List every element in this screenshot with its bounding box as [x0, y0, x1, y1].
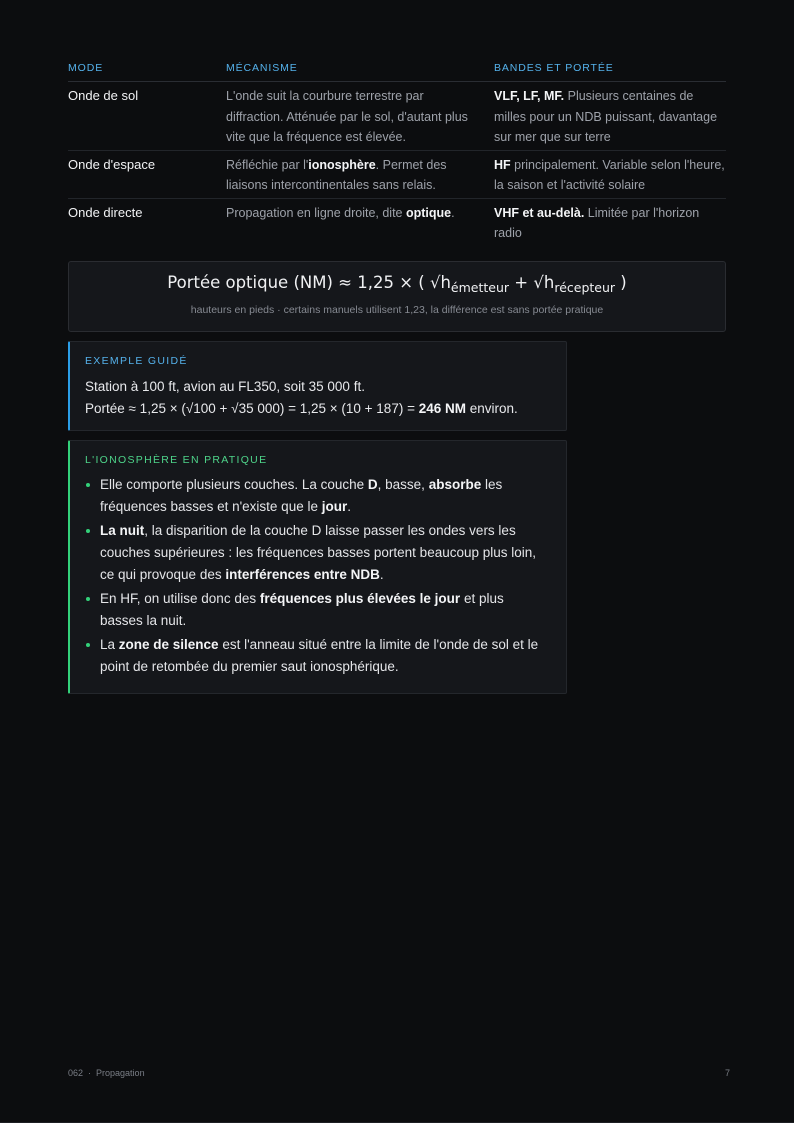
- propagation-modes-table: [68, 62, 726, 246]
- header-bands: BANDES ET PORTÉE: [494, 62, 726, 82]
- item-text: .: [379, 567, 384, 582]
- example-text: Portée ≈ 1,25 × (√100 + √35 000) = 1,25 × (10 + 187) =: [85, 400, 419, 416]
- bands-text: Plusieurs centaines de milles pour un NDB puissant, davantage sur mer que sur terre: [494, 89, 718, 144]
- bullet-icon: [86, 597, 90, 601]
- callout-label: EXEMPLE GUIDÉ: [85, 355, 188, 367]
- example-text: environ.: [465, 400, 518, 416]
- item-text: En HF, on utilise donc des: [100, 591, 260, 606]
- mechanism-text: .: [451, 205, 455, 220]
- footer-code: 062: [68, 1068, 84, 1078]
- table-row: [68, 150, 726, 198]
- header-mode: MODE: [68, 62, 226, 82]
- guided-example-callout: [68, 341, 567, 431]
- mechanism-text: Réfléchie par l': [226, 157, 309, 172]
- formula-text: ): [615, 273, 627, 292]
- bands-text: Limitée par l'horizon radio: [494, 205, 700, 240]
- example-result: 246 NM: [418, 400, 466, 416]
- list-item: [100, 588, 548, 632]
- bands-cell: [494, 198, 726, 246]
- item-highlight: fréquences plus élevées le jour: [259, 591, 461, 606]
- mode-cell: Onde d'espace: [68, 150, 226, 198]
- formula-note: hauteurs en pieds · certains manuels utilisent 1,23, la différence est sans portée pratique: [190, 304, 604, 316]
- example-line: [85, 398, 566, 420]
- item-text: La: [100, 637, 119, 652]
- mechanism-highlight: optique: [406, 205, 452, 220]
- item-highlight: La nuit: [100, 523, 145, 538]
- item-highlight: jour: [321, 499, 348, 514]
- footer-section: [68, 1068, 145, 1078]
- mode-cell: Onde de sol: [68, 82, 226, 151]
- bands-highlight: HF: [494, 157, 511, 172]
- bands-cell: [494, 150, 726, 198]
- mechanism-text: . Permet des liaisons intercontinentales sans relais.: [226, 157, 447, 192]
- formula-box: [68, 261, 726, 332]
- item-text: et plus basses la nuit.: [100, 591, 504, 628]
- formula-text: + √h: [509, 273, 555, 292]
- formula-text: Portée optique (NM) ≈ 1,25 × ( √h: [167, 273, 451, 292]
- item-text: , basse,: [377, 477, 429, 492]
- bands-text: principalement. Variable selon l'heure, la saison et l'activité solaire: [494, 157, 725, 192]
- item-highlight: zone de silence: [118, 637, 219, 652]
- callout-label: L'IONOSPHÈRE EN PRATIQUE: [85, 454, 268, 466]
- mode-cell: Onde directe: [68, 204, 143, 220]
- bands-highlight: VHF et au-delà.: [494, 205, 585, 220]
- formula-subscript-transmitter: émetteur: [450, 280, 510, 295]
- header-mechanism: MÉCANISME: [226, 62, 494, 82]
- mechanism-cell: [226, 198, 494, 246]
- table-header-row: [68, 62, 726, 82]
- ionosphere-callout: [68, 440, 567, 694]
- mechanism-cell: L'onde suit la courbure terrestre par diffraction. Atténuée par le sol, d'autant plus vite que la fréquence est élevée.: [226, 82, 494, 151]
- mechanism-text: Propagation en ligne droite, dite: [226, 205, 406, 220]
- item-text: .: [347, 499, 351, 514]
- item-highlight: interférences entre NDB: [225, 567, 380, 582]
- item-text: , la disparition de la couche D laisse passer les ondes vers les couches supérieures : les fréquences basses portent beaucoup plus loin, ce qui provoque des: [100, 523, 537, 582]
- bands-cell: [494, 82, 726, 151]
- ionosphere-list: [70, 474, 566, 678]
- item-highlight: D: [367, 477, 378, 492]
- item-text: Elle comporte plusieurs couches. La couche: [100, 477, 368, 492]
- table-row: [68, 82, 726, 151]
- list-item: [100, 634, 548, 678]
- footer-separator: ·: [88, 1068, 92, 1078]
- mechanism-cell: [226, 150, 494, 198]
- bands-highlight: VLF, LF, MF.: [494, 89, 565, 103]
- list-item: [100, 474, 548, 518]
- bullet-icon: [86, 483, 90, 487]
- page-number: 7: [724, 1068, 730, 1078]
- item-highlight: absorbe: [428, 477, 482, 492]
- item-text: les fréquences basses et n'existe que le: [100, 477, 503, 514]
- range-formula: [69, 273, 725, 295]
- example-body: [85, 376, 566, 419]
- table-row: [68, 198, 726, 246]
- bullet-icon: [86, 529, 90, 533]
- example-line: Station à 100 ft, avion au FL350, soit 35 000 ft.: [85, 379, 365, 394]
- formula-subscript-receiver: récepteur: [554, 280, 616, 295]
- bullet-icon: [86, 643, 90, 647]
- mechanism-highlight: ionosphère: [308, 157, 376, 172]
- list-item: [100, 520, 548, 586]
- item-text: est l'anneau situé entre la limite de l'onde de sol et le point de retombée du premier saut ionosphérique.: [100, 637, 539, 674]
- footer-title: Propagation: [96, 1068, 145, 1078]
